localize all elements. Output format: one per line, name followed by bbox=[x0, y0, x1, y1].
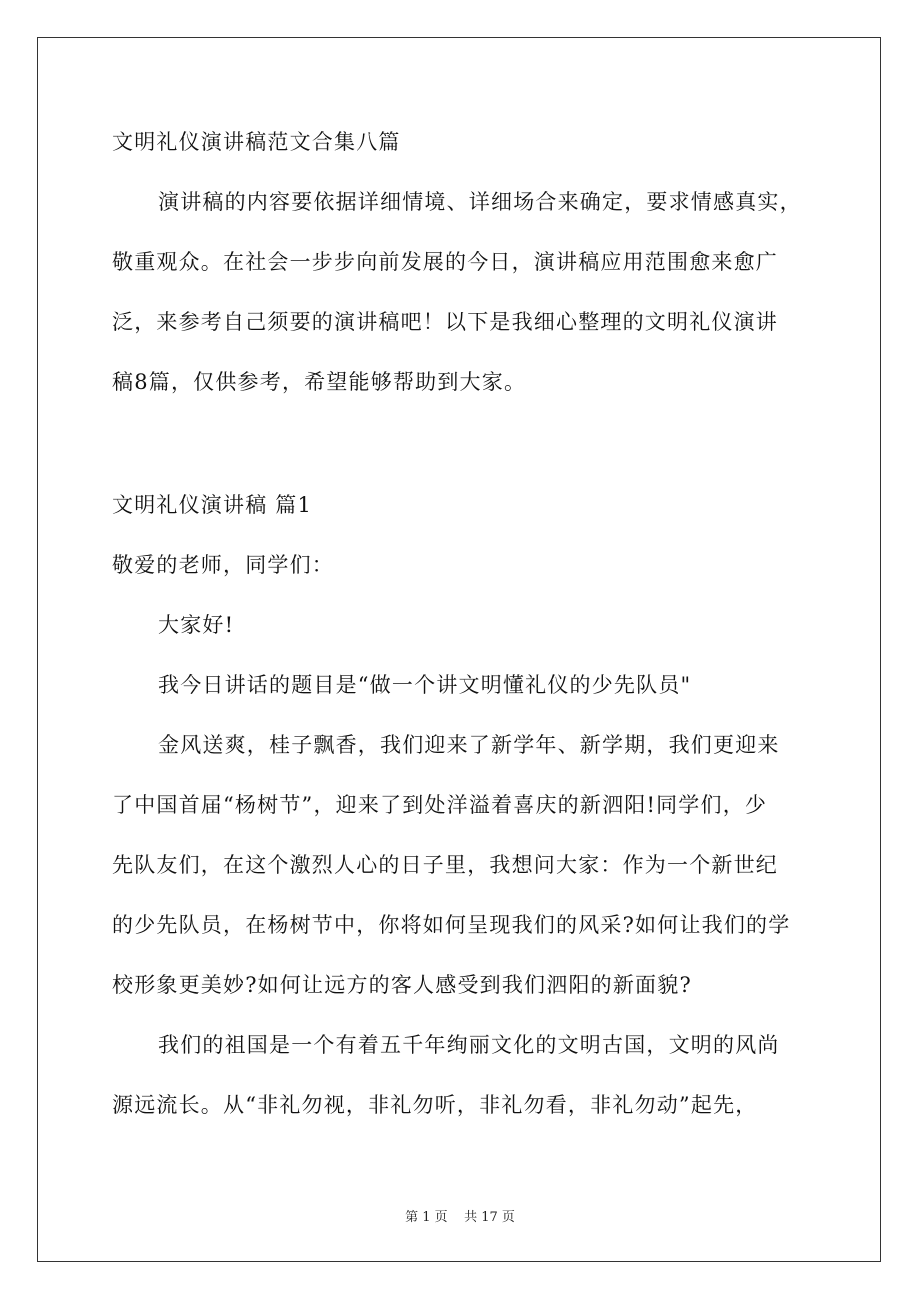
paragraph2-line-4: 的少先队员，在杨树节中，你将如何呈现我们的风采?如何让我们的学 bbox=[112, 913, 791, 937]
salutation: 敬爱的老师，同学们： bbox=[112, 553, 334, 577]
paragraph3-line-2: 源远流长。从“非礼勿视，非礼勿听，非礼勿看，非礼勿动”起先， bbox=[112, 1093, 758, 1117]
greeting: 大家好! bbox=[158, 613, 235, 637]
page-border bbox=[37, 37, 881, 1262]
section-heading: 文明礼仪演讲稿 篇1 bbox=[112, 493, 313, 517]
intro-line-2: 敬重观众。在社会一步步向前发展的今日，演讲稿应用范围愈来愈广 bbox=[112, 250, 778, 274]
paragraph2-line-5: 校形象更美妙?如何让远方的客人感受到我们泗阳的新面貌? bbox=[112, 973, 692, 997]
intro-line-3: 泛，来参考自己须要的演讲稿吧！以下是我细心整理的文明礼仪演讲 bbox=[112, 310, 778, 334]
page-indicator: 第 1 页 共 17 页 bbox=[405, 1210, 515, 1225]
document-title: 文明礼仪演讲稿范文合集八篇 bbox=[112, 130, 401, 154]
paragraph2-line-3: 先队友们，在这个激烈人心的日子里，我想问大家：作为一个新世纪 bbox=[112, 853, 778, 877]
paragraph2-line-2: 了中国首届“杨树节”，迎来了到处洋溢着喜庆的新泗阳!同学们，少 bbox=[112, 793, 768, 817]
intro-line-4: 稿8篇，仅供参考，希望能够帮助到大家。 bbox=[112, 370, 527, 394]
intro-line-1: 演讲稿的内容要依据详细情境、详细场合来确定，要求情感真实， bbox=[158, 190, 802, 214]
topic-line: 我今日讲话的题目是“做一个讲文明懂礼仪的少先队员" bbox=[158, 673, 692, 697]
paragraph3-line-1: 我们的祖国是一个有着五千年绚丽文化的文明古国，文明的风尚 bbox=[158, 1033, 780, 1057]
paragraph2-line-1: 金风送爽，桂子飘香，我们迎来了新学年、新学期，我们更迎来 bbox=[158, 733, 780, 757]
